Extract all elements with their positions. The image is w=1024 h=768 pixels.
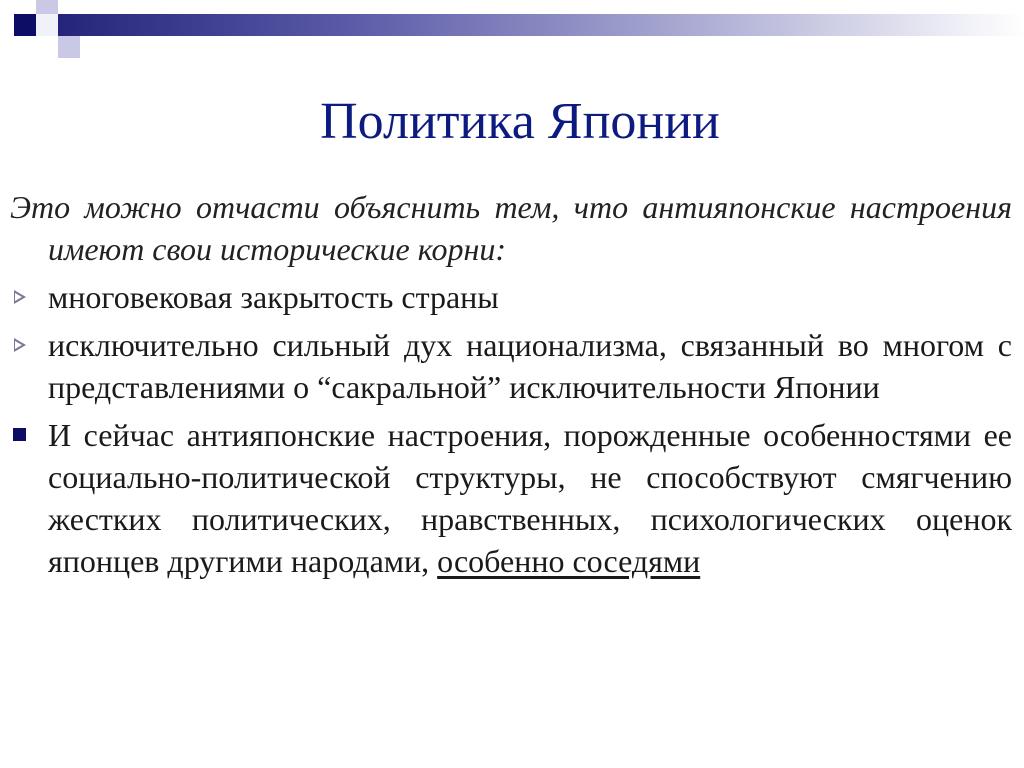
slide-body [10,186,1012,588]
decor-square [58,36,80,58]
intro-text: Это можно отчасти объяснить тем, что антияпонские настроения имеют свои исторические корни: [10,189,1012,267]
bullet-item [10,276,1012,318]
bullet-text: И сейчас антияпонские настроения, порожденные особенностями ее социально-политической структуры, не способствуют смягчению жестких политических, нравственных, психологических оценок японцев другими народами, [48,417,1012,579]
decor-square [36,14,58,36]
arrow-bullet-icon [10,324,40,366]
slide-title: Политика Японии [320,93,720,150]
hyperlink[interactable]: особенно соседями [437,543,701,579]
header-decoration [0,0,1024,62]
arrow-bullet-icon [10,276,40,318]
bullet-item [10,324,1012,408]
decor-square [58,0,80,14]
square-bullet-icon [10,414,40,456]
decor-square [14,36,36,58]
bullet-text: исключительно сильный дух национализма, связанный во многом с представлениями о “сакральной” исключительности Японии [48,327,1012,405]
decor-square [36,36,58,58]
bullet-text: многовековая закрытость страны [48,279,499,315]
decor-square [36,0,58,14]
header-gradient-bar [58,14,1024,36]
bullet-item [10,414,1012,582]
decor-square [14,14,36,36]
